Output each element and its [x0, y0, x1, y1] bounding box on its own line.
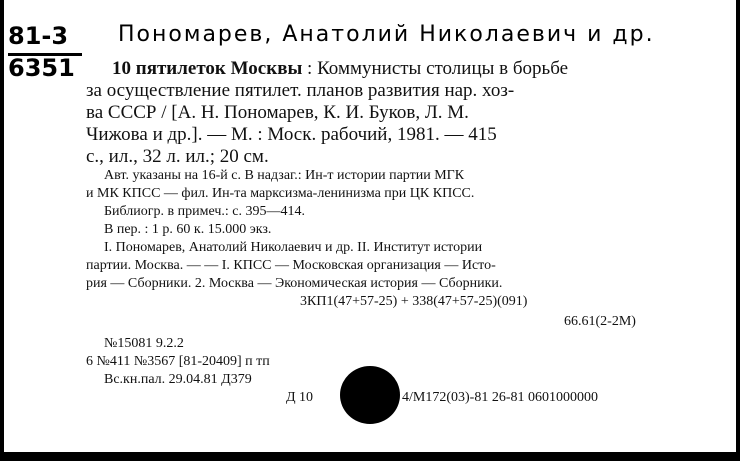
footer-chamber: Вс.кн.пал. 29.04.81 Д379 — [104, 372, 252, 387]
footer-code-right: 4/М172(03)-81 26-81 0601000000 — [402, 390, 598, 405]
footer-number: №15081 9.2.2 — [104, 336, 184, 351]
note-tracings-3: рия — Сборники. 2. Москва — Экономическая история — Сборники. — [86, 276, 503, 291]
note-1: Авт. указаны на 16-й с. В надзаг.: Ин-т истории партии МГК — [104, 168, 465, 183]
entry-line-3: ва СССР / [А. Н. Пономарев, К. И. Буков, Л. М. — [86, 102, 469, 123]
footer-code-left: Д 10 — [286, 390, 314, 405]
footer-order: 6 №411 №3567 [81-20409] п тп — [86, 354, 270, 369]
note-tracings-2: партии. Москва. — — I. КПСС — Московская организация — Исто- — [86, 258, 496, 273]
note-2: и МК КПСС — фил. Ин-та марксизма-ленинизма при ЦК КПСС. — [86, 186, 475, 201]
classification-numbers: 3КП1(47+57-25) + 338(47+57-25)(091) — [300, 294, 528, 309]
note-bibliography: Библиогр. в примеч.: с. 395—414. — [104, 204, 305, 219]
classification-bbk: 66.61(2-2М) — [564, 314, 636, 329]
call-number-bottom: 6351 — [8, 54, 75, 82]
punch-hole — [340, 366, 400, 424]
entry-subtitle: : Коммунисты столицы в борьбе — [302, 58, 569, 79]
note-tracings-1: I. Пономарев, Анатолий Николаевич и др. II. Институт истории — [104, 240, 483, 255]
handwritten-author: Пономарев, Анатолий Николаевич и др. — [118, 22, 655, 47]
entry-title: 10 пятилеток Москвы — [112, 58, 303, 79]
entry-line-5: с., ил., 32 л. ил.; 20 см. — [86, 146, 269, 167]
note-price: В пер. : 1 р. 60 к. 15.000 экз. — [104, 222, 272, 237]
call-number-top: 81-3 — [8, 22, 69, 50]
entry-line-1 — [112, 58, 568, 80]
entry-line-4: Чижова и др.]. — М. : Моск. рабочий, 1981. — 415 — [86, 124, 497, 145]
entry-line-2: за осуществление пятилет. планов развития нар. хоз- — [86, 80, 515, 101]
card-edge — [740, 0, 750, 461]
